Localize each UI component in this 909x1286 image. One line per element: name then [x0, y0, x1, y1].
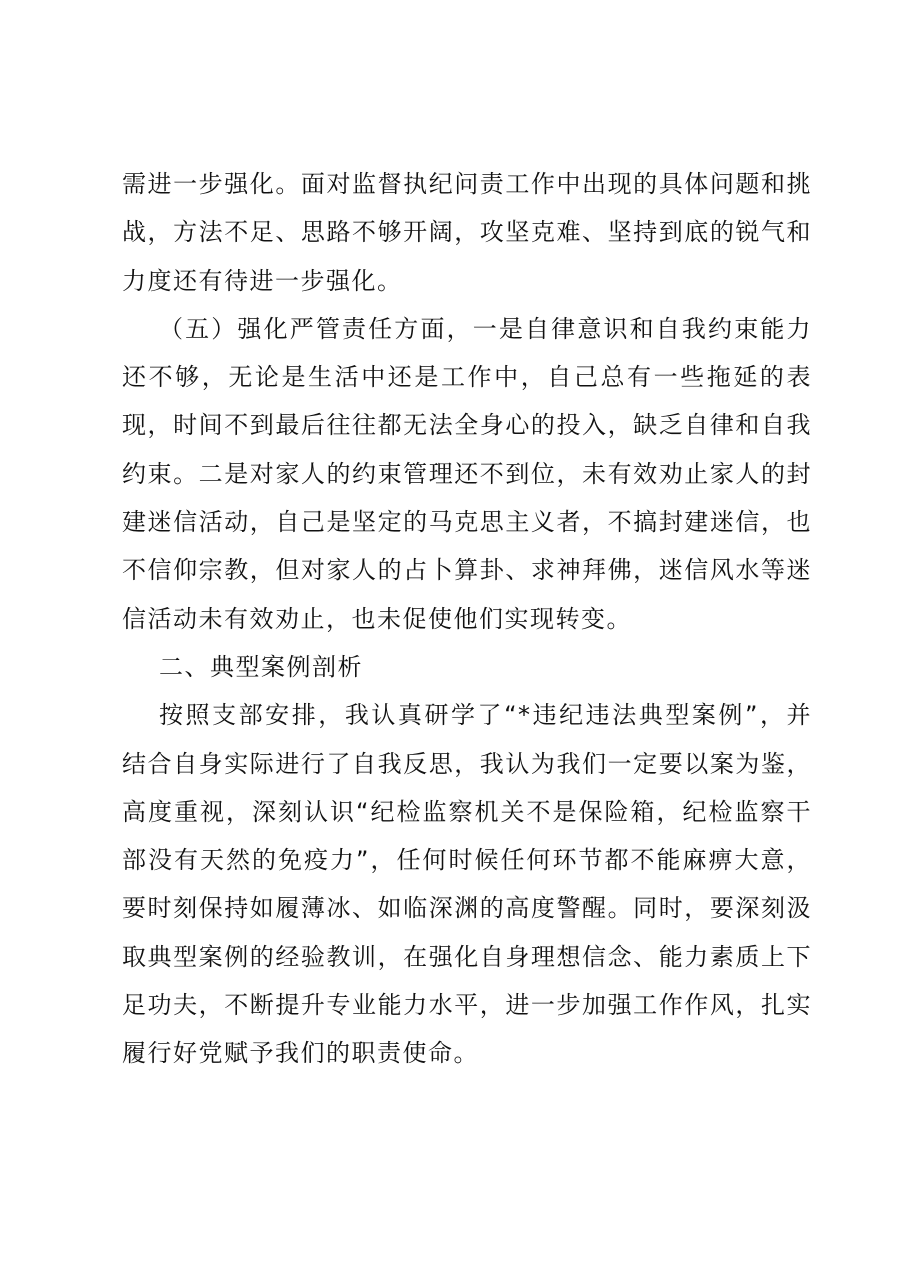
document-body	[122, 160, 812, 1078]
paragraph-strict-management: （五）强化严管责任方面，一是自律意识和自我约束能力还不够，无论是生活中还是工作中，自己总有一些拖延的表现，时间不到最后往往都无法全身心的投入，缺乏自律和自我约束。二是对家人的约束管理还不到位，未有效劝止家人的封建迷信活动，自己是坚定的马克思主义者，不搞封建迷信，也不信仰宗教，但对家人的占卜算卦、求神拜佛，迷信风水等迷信活动未有效劝止，也未促使他们实现转变。	[122, 314, 812, 633]
paragraph-continuation: 需进一步强化。面对监督执纪问责工作中出现的具体问题和挑战，方法不足、思路不够开阔，攻坚克难、坚持到底的锐气和力度还有待进一步强化。	[122, 170, 812, 295]
paragraph-case-study: 按照支部安排，我认真研学了“*违纪违法典型案例”，并结合自身实际进行了自我反思，我认为我们一定要以案为鉴，高度重视，深刻认识“纪检监察机关不是保险箱，纪检监察干部没有天然的免疫力”，任何时候任何环节都不能麻痹大意，要时刻保持如履薄冰、如临深渊的高度警醒。同时，要深刻汲取典型案例的经验教训，在强化自身理想信念、能力素质上下足功夫，不断提升专业能力水平，进一步加强工作作风，扎实履行好党赋予我们的职责使命。	[122, 701, 812, 1068]
section-heading-case-analysis: 二、典型案例剖析	[159, 652, 363, 681]
